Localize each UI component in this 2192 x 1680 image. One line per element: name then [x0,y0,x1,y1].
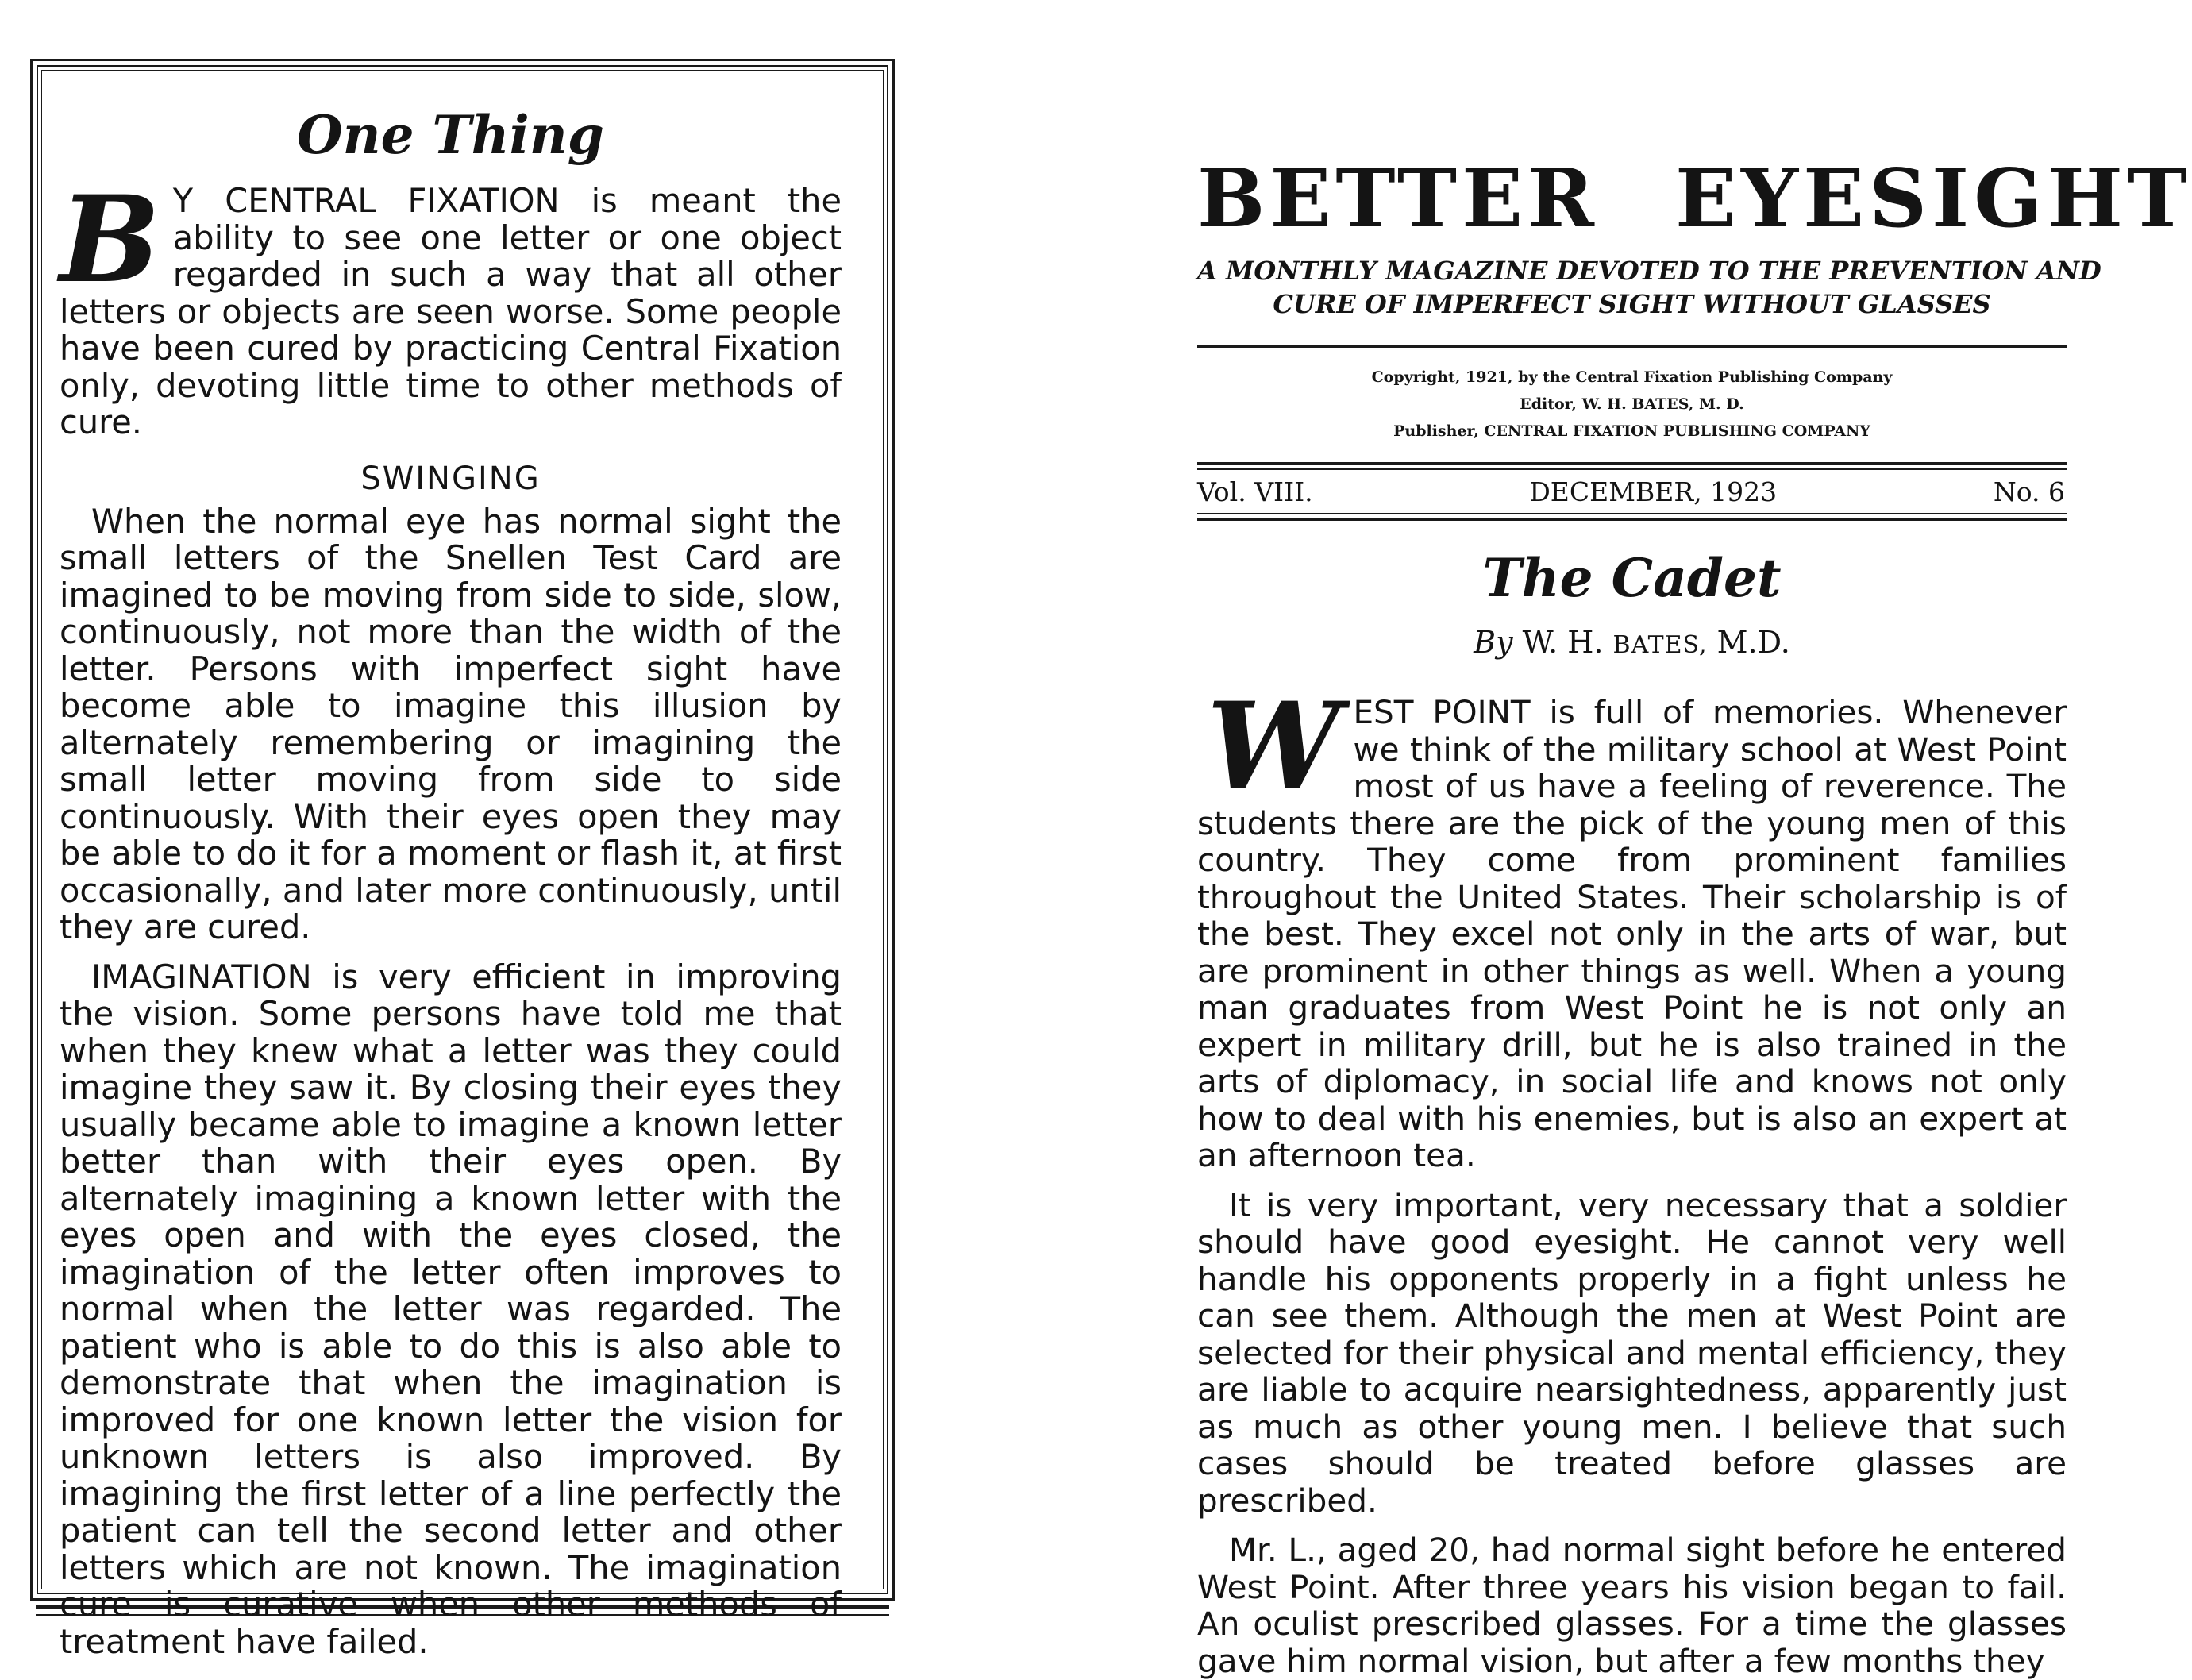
issue-date: DECEMBER, 1923 [1529,476,1778,507]
article-byline [1197,622,2067,665]
byline-degree: M.D. [1716,625,1790,660]
drop-cap-w: W [1207,676,1341,816]
swinging-paragraph: When the normal eye has normal sight the small letters of the Snellen Test Card are imagined to be moving from side to side, slow, continuously, not more than the width of the letter. Persons with imperfect sight have become able to imagine this illusion by alternately remembering or imagining the small letter moving from side to side continuously. With their eyes open they may be able to do it for a moment or flash it, at first occasionally, and later more continuously, until they are cured. [60,501,842,946]
publisher-line: Publisher, CENTRAL FIXATION PUBLISHING COMPANY [1393,422,1870,440]
subtitle-line-1: A MONTHLY MAGAZINE DEVOTED TO THE PREVENTION AND [1197,256,2101,286]
masthead [1197,151,2192,246]
right-page [1197,151,2192,1680]
article-paragraph-1: EST POINT is full of memories. Whenever we think of the military school at West Point most of us have a feeling of reverence. The students there are the pick of the young men of this country. They come from prominent families throughout the United States. Their scholarship is of the best. They excel not only in the arts of war, but are prominent in other things as well. When a young man graduates from West Point he is not only an expert in military drill, but he is also trained in the arts of diplomacy, in social life and knows not only how to deal with his enemies, but is also an expert at an afternoon tea. [1197,693,2067,1174]
issue-line [1197,470,2067,510]
left-page-title: One Thing [297,104,604,166]
issue-rule-top [1197,462,2067,470]
byline-by: By [1474,625,1513,660]
imagination-paragraph: IMAGINATION is very efficient in improving the vision. Some persons have told me that when they knew what a letter was they could imagine they saw it. By closing their eyes they usually became able to imagine a known letter better than with their eyes open. By alternately imagining a known letter with the eyes open and with the eyes closed, the imagination of the letter often improves to normal when the letter was regarded. The patient who is able to do this is also able to demonstrate that when the imagination is improved for one known letter the vision for unknown letters is also improved. By imagining the first letter of a line perfectly the patient can tell the second letter and other letters which are not known. The imagination cure is curative when other methods of treatment have failed. [60,957,842,1661]
editor-line: Editor, W. H. BATES, M. D. [1520,395,1744,413]
issue-number: No. 6 [1993,476,2065,507]
volume-label: Vol. VIII. [1197,476,1313,507]
masthead-rule [1197,345,2067,348]
left-page-content [60,103,842,1660]
subtitle-line-2: CURE OF IMPERFECT SIGHT WITHOUT GLASSES [1273,289,1991,319]
copyright-line: Copyright, 1921, by the Central Fixation Publishing Company [1371,368,1893,386]
article-title: The Cadet [1482,547,1782,609]
masthead-eyesight: EYESIGHT [1675,151,2192,245]
swinging-heading: SWINGING [360,460,541,497]
article-paragraph-3: Mr. L., aged 20, had normal sight before he entered West Point. After three years his vision began to fail. An oculist prescribed glasses. For a time the glasses gave him normal vision, but after a few months they [1197,1531,2067,1680]
article-body [1197,676,2067,1680]
issue-rule-bottom [1197,513,2067,521]
copyright-block [1197,364,2067,445]
central-fixation-paragraph: Y CENTRAL FIXATION is meant the ability to see one letter or one object regarded in such a way that all other letters or objects are seen worse. Some people have been cured by practicing Central Fixation only, devoting little time to other methods of cure. [60,181,842,441]
article-paragraph-2: It is very important, very necessary that a soldier should have good eyesight. He cannot very well handle his opponents properly in a fight unless he can see them. Although the men at West Point are selected for their physical and mental efficiency, they are liable to acquire nearsightedness, apparently just as much as other young men. I believe that such cases should be treated before glasses are prescribed. [1197,1185,2067,1520]
byline-surname: BATES, [1612,631,1708,659]
central-fixation-section [60,170,842,441]
byline-initials: W. H. [1522,625,1604,660]
masthead-better: BETTER [1197,151,1599,245]
drop-cap-b: B [60,170,160,310]
masthead-subtitle [1197,254,2101,321]
